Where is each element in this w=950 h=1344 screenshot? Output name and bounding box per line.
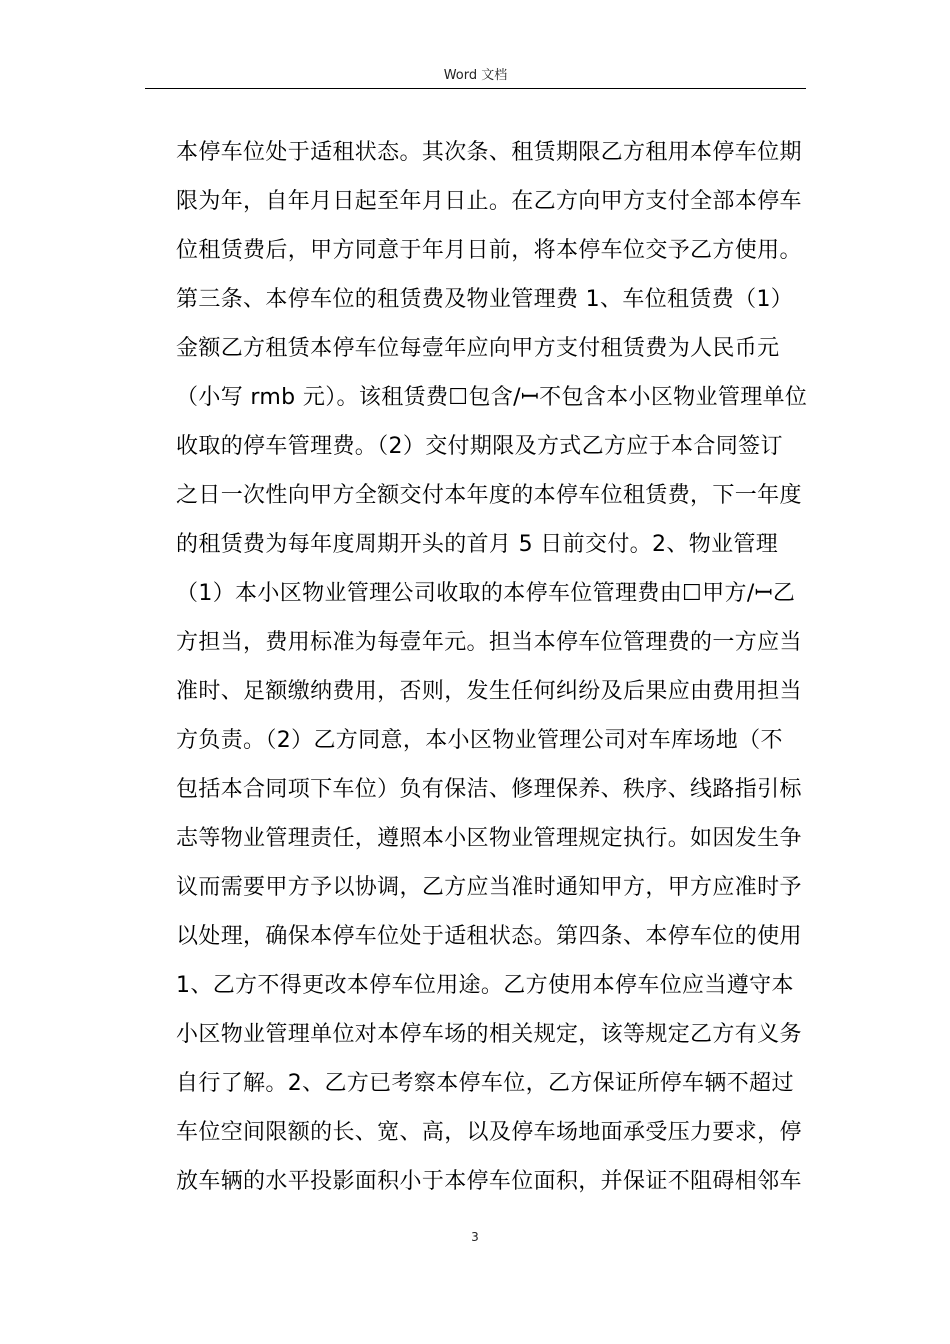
text-line: 小区物业管理单位对本停车场的相关规定，该等规定乙方有义务 <box>176 1022 802 1047</box>
text-line: 1、乙方不得更改本停车位用途。乙方使用本停车位应当遵守本 <box>176 973 794 998</box>
page-number: 3 <box>471 1230 479 1244</box>
text-line: 金额乙方租赁本停车位每壹年应向甲方支付租赁费为人民币元 <box>176 336 780 361</box>
text-line: （小写 rmb 元）。该租赁费☐包含/ꟷ不包含本小区物业管理单位 <box>176 385 808 410</box>
text-line: 第三条、本停车位的租赁费及物业管理费 1、车位租赁费（1） <box>176 287 794 312</box>
text-line: 方负责。（2）乙方同意，本小区物业管理公司对车库场地（不 <box>176 728 783 753</box>
text-line: 准时、足额缴纳费用，否则，发生任何纠纷及后果应由费用担当 <box>176 679 802 704</box>
text-line: 议而需要甲方予以协调，乙方应当准时通知甲方，甲方应准时予 <box>176 875 802 900</box>
header-divider <box>145 88 806 89</box>
text-line: 车位空间限额的长、宽、高，以及停车场地面承受压力要求，停 <box>176 1120 802 1145</box>
text-line: 本停车位处于适租状态。其次条、租赁期限乙方租用本停车位期 <box>176 140 802 165</box>
text-line: 的租赁费为每年度周期开头的首月 5 日前交付。2、物业管理 <box>176 532 779 557</box>
text-line: 之日一次性向甲方全额交付本年度的本停车位租赁费，下一年度 <box>176 483 802 508</box>
text-line: 放车辆的水平投影面积小于本停车位面积，并保证不阻碍相邻车 <box>176 1169 802 1194</box>
text-line: 限为年，自年月日起至年月日止。在乙方向甲方支付全部本停车 <box>176 189 802 214</box>
text-line: 包括本合同项下车位）负有保洁、修理保养、秩序、线路指引标 <box>176 777 802 802</box>
page-header <box>145 66 806 88</box>
text-line: 以处理，确保本停车位处于适租状态。第四条、本停车位的使用 <box>176 924 802 949</box>
text-line: （1）本小区物业管理公司收取的本停车位管理费由☐甲方/ꟷ乙 <box>176 581 796 606</box>
text-line: 志等物业管理责任，遵照本小区物业管理规定执行。如因发生争 <box>176 826 802 851</box>
text-line: 收取的停车管理费。（2）交付期限及方式乙方应于本合同签订 <box>176 434 783 459</box>
document-body <box>176 128 816 1206</box>
header-title: Word 文档 <box>443 68 508 83</box>
text-line: 方担当，费用标准为每壹年元。担当本停车位管理费的一方应当 <box>176 630 802 655</box>
text-line: 位租赁费后，甲方同意于年月日前，将本停车位交予乙方使用。 <box>176 238 802 263</box>
text-line: 自行了解。2、乙方已考察本停车位，乙方保证所停车辆不超过 <box>176 1071 794 1096</box>
